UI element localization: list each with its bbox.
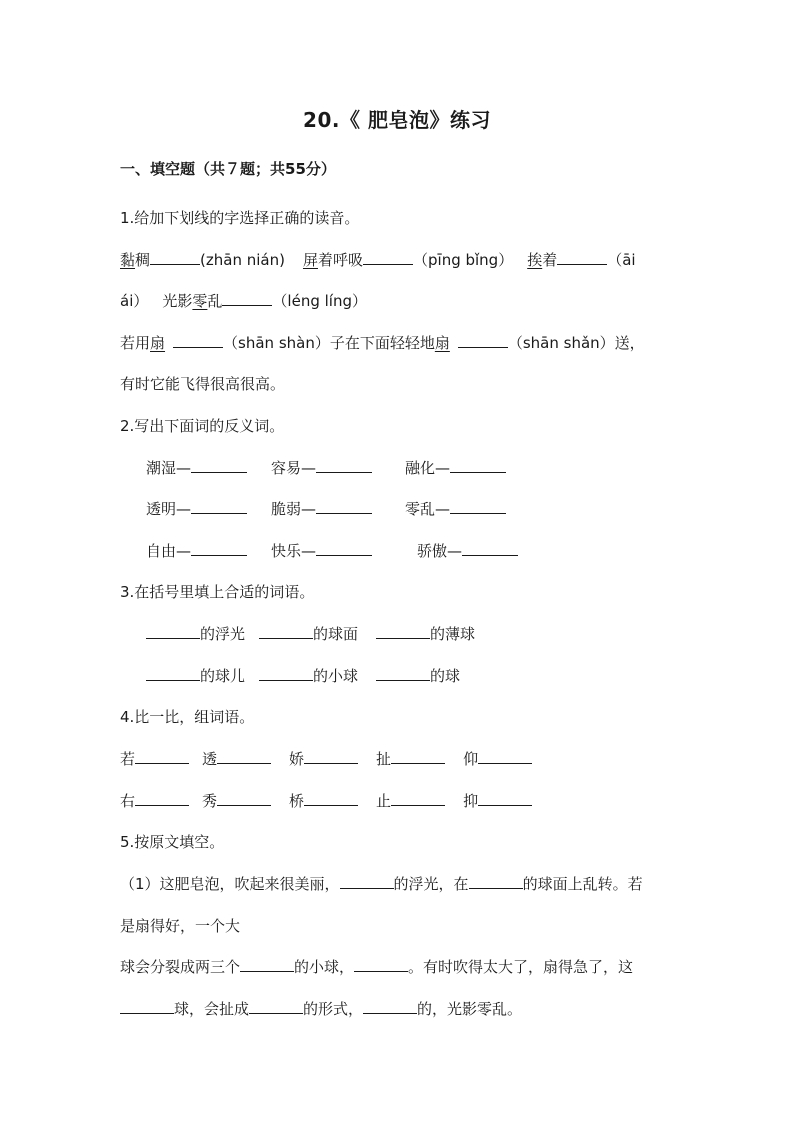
answer-blank[interactable] bbox=[191, 541, 247, 556]
character: 抑 bbox=[463, 792, 479, 810]
character: 扯 bbox=[376, 750, 392, 768]
answer-blank[interactable] bbox=[462, 541, 518, 556]
q1-item4-pinyin: （léng líng） bbox=[272, 292, 367, 310]
q1-item5-pinyin: （shān shàn）子在下面轻轻地 bbox=[223, 334, 435, 352]
q1-item5-pre: 若用 bbox=[120, 334, 151, 352]
character: 右 bbox=[120, 792, 136, 810]
antonym-word: 快乐— bbox=[271, 542, 317, 560]
answer-blank[interactable] bbox=[249, 999, 303, 1014]
phrase-text: 的球 bbox=[430, 667, 461, 685]
passage-text: （1）这肥皂泡，吹起来很美丽， bbox=[120, 875, 340, 893]
answer-blank[interactable] bbox=[135, 791, 189, 806]
answer-blank[interactable] bbox=[146, 624, 200, 639]
answer-blank[interactable] bbox=[391, 749, 445, 764]
q1-item3-pinyin-a: （āi bbox=[607, 251, 636, 269]
q1-item3-char: 挨 bbox=[527, 251, 543, 269]
answer-blank[interactable] bbox=[146, 666, 200, 681]
q1-item1-char: 黏 bbox=[120, 251, 136, 269]
answer-blank[interactable] bbox=[458, 333, 508, 348]
q1-item4-rest: 乱 bbox=[207, 292, 223, 310]
q5-line3 bbox=[120, 957, 633, 977]
answer-blank[interactable] bbox=[217, 791, 271, 806]
answer-blank[interactable] bbox=[450, 458, 506, 473]
antonym-word: 容易— bbox=[271, 459, 317, 477]
q1-item4-pre: 光影 bbox=[162, 292, 193, 310]
phrase-text: 的小球 bbox=[313, 667, 359, 685]
q1-item4-char: 零 bbox=[192, 292, 208, 310]
passage-text: 。有时吹得太大了，扇得急了，这 bbox=[408, 958, 634, 976]
q1-item3-pinyin-b: ái） bbox=[120, 292, 149, 310]
q3-row bbox=[146, 624, 475, 644]
phrase-text: 的薄球 bbox=[430, 625, 476, 643]
q4-row bbox=[120, 791, 532, 811]
answer-blank[interactable] bbox=[316, 458, 372, 473]
answer-blank[interactable] bbox=[120, 999, 174, 1014]
passage-text: 球会分裂成两三个 bbox=[120, 958, 241, 976]
answer-blank[interactable] bbox=[391, 791, 445, 806]
answer-blank[interactable] bbox=[259, 624, 313, 639]
answer-blank[interactable] bbox=[478, 791, 532, 806]
q1-item6-pinyin: （shān shǎn）送， bbox=[507, 334, 645, 352]
q1-stem: 1.给加下划线的字选择正确的读音。 bbox=[120, 209, 360, 227]
passage-text: 的形式， bbox=[303, 1000, 364, 1018]
answer-blank[interactable] bbox=[304, 749, 358, 764]
answer-blank[interactable] bbox=[191, 458, 247, 473]
character: 若 bbox=[120, 750, 136, 768]
answer-blank[interactable] bbox=[316, 499, 372, 514]
q5-stem: 5.按原文填空。 bbox=[120, 833, 225, 851]
q4-stem: 4.比一比，组词语。 bbox=[120, 708, 255, 726]
answer-blank[interactable] bbox=[478, 749, 532, 764]
character: 桥 bbox=[289, 792, 305, 810]
answer-blank[interactable] bbox=[363, 250, 413, 265]
answer-blank[interactable] bbox=[376, 624, 430, 639]
antonym-word: 融化— bbox=[405, 459, 451, 477]
passage-text: 的浮光，在 bbox=[393, 875, 469, 893]
q5-line1 bbox=[120, 874, 643, 894]
antonym-word: 零乱— bbox=[405, 500, 451, 518]
answer-blank[interactable] bbox=[135, 749, 189, 764]
answer-blank[interactable] bbox=[354, 957, 408, 972]
antonym-word: 透明— bbox=[146, 500, 192, 518]
answer-blank[interactable] bbox=[340, 874, 394, 889]
q5-line4 bbox=[120, 999, 522, 1019]
phrase-text: 的浮光 bbox=[200, 625, 246, 643]
q1-item2-pinyin: （pīng bǐng） bbox=[413, 251, 514, 269]
q1-line3 bbox=[120, 333, 645, 353]
answer-blank[interactable] bbox=[376, 666, 430, 681]
answer-blank[interactable] bbox=[240, 957, 294, 972]
q3-stem: 3.在括号里填上合适的词语。 bbox=[120, 583, 315, 601]
phrase-text: 的球面 bbox=[313, 625, 359, 643]
q4-row bbox=[120, 749, 532, 769]
q1-item2-rest: 着呼吸 bbox=[317, 251, 363, 269]
q1-item6-char: 扇 bbox=[434, 334, 450, 352]
passage-text: 的小球， bbox=[294, 958, 355, 976]
passage-text: 的，光影零乱。 bbox=[417, 1000, 523, 1018]
answer-blank[interactable] bbox=[450, 499, 506, 514]
passage-text: 球，会扯成 bbox=[174, 1000, 250, 1018]
q5-line2: 是扇得好，一个大 bbox=[120, 917, 241, 935]
q1-item1-pinyin: (zhān nián) bbox=[200, 251, 285, 269]
answer-blank[interactable] bbox=[217, 749, 271, 764]
antonym-word: 自由— bbox=[146, 542, 192, 560]
answer-blank[interactable] bbox=[316, 541, 372, 556]
antonym-word: 骄傲— bbox=[417, 542, 463, 560]
q2-row bbox=[146, 458, 506, 478]
answer-blank[interactable] bbox=[222, 291, 272, 306]
page-title: 20.《 肥皂泡》练习 bbox=[303, 108, 491, 132]
answer-blank[interactable] bbox=[363, 999, 417, 1014]
phrase-text: 的球儿 bbox=[200, 667, 246, 685]
answer-blank[interactable] bbox=[259, 666, 313, 681]
q2-row bbox=[146, 541, 518, 561]
answer-blank[interactable] bbox=[469, 874, 523, 889]
character: 止 bbox=[376, 792, 392, 810]
antonym-word: 潮湿— bbox=[146, 459, 192, 477]
passage-text: 的球面上乱转。若 bbox=[522, 875, 643, 893]
q1-item1-rest: 稠 bbox=[135, 251, 151, 269]
answer-blank[interactable] bbox=[173, 333, 223, 348]
answer-blank[interactable] bbox=[557, 250, 607, 265]
character: 透 bbox=[202, 750, 218, 768]
answer-blank[interactable] bbox=[150, 250, 200, 265]
section-heading: 一、填空题（共７题；共55分） bbox=[120, 160, 336, 178]
character: 娇 bbox=[289, 750, 305, 768]
q1-item5-char: 扇 bbox=[150, 334, 166, 352]
q1-line2 bbox=[120, 291, 367, 311]
character: 秀 bbox=[202, 792, 218, 810]
answer-blank[interactable] bbox=[191, 499, 247, 514]
q1-tail: 有时它能飞得很高很高。 bbox=[120, 375, 286, 393]
character: 仰 bbox=[463, 750, 479, 768]
antonym-word: 脆弱— bbox=[271, 500, 317, 518]
q2-stem: 2.写出下面词的反义词。 bbox=[120, 417, 285, 435]
q1-line1 bbox=[120, 250, 636, 270]
answer-blank[interactable] bbox=[304, 791, 358, 806]
q3-row bbox=[146, 666, 460, 686]
q2-row bbox=[146, 499, 506, 519]
q1-item2-char: 屏 bbox=[302, 251, 318, 269]
q1-item3-rest: 着 bbox=[542, 251, 558, 269]
